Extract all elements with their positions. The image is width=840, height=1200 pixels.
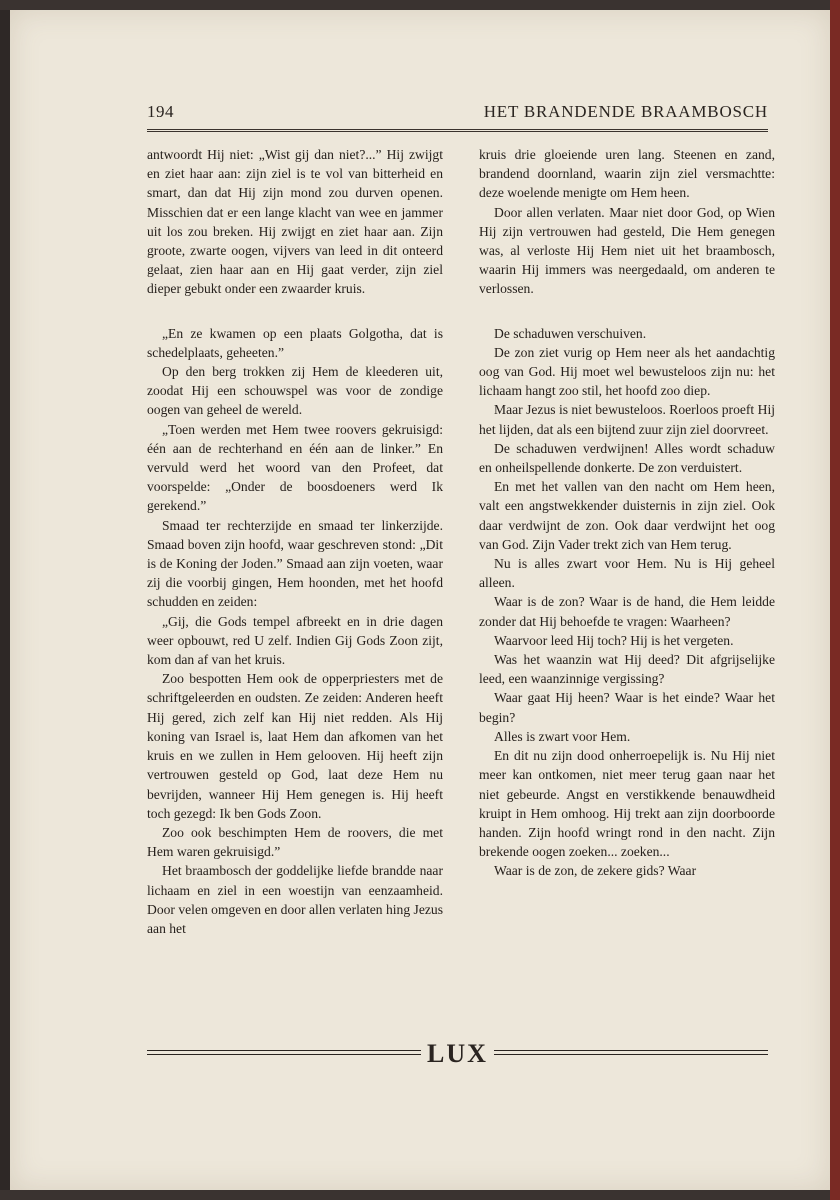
scan-border-bottom bbox=[0, 1190, 840, 1200]
scan-border-top bbox=[0, 0, 840, 10]
paragraph: De schaduwen verdwijnen! Alles wordt schaduw en onheilspellende donkerte. De zon verduistert. bbox=[479, 440, 775, 476]
paragraph: Op den berg trokken zij Hem de kleederen uit, zoodat Hij een schouwspel was voor de zondige oogen van geheel de wereld. bbox=[147, 364, 443, 418]
footer-rule-left bbox=[147, 1050, 421, 1055]
paragraph: Waarvoor leed Hij toch? Hij is het vergeten. bbox=[494, 632, 734, 648]
right-column bbox=[479, 145, 775, 881]
paragraph: Zoo ook beschimpten Hem de roovers, die met Hem waren gekruisigd.” bbox=[147, 824, 443, 860]
paragraph: Smaad ter rechterzijde en smaad ter linkerzijde. Smaad boven zijn hoofd, waar geschreven stond: „Dit is de Koning der Joden.” Smaad aan zijn voeten, waar zij die voorbij gingen, Hem hoonden, met het hoofd schudden en zeiden: bbox=[147, 517, 443, 610]
scan-border-left bbox=[0, 0, 10, 1200]
paragraph: En met het vallen van den nacht om Hem heen, valt een angstwekkender duisternis in zijn ziel. Ook daar verdwijnt de zon. Ook daar verdwijnt het oog van God. Zijn Vader trekt zich van Hem terug. bbox=[479, 479, 775, 552]
paragraph: Waar is de zon, de zekere gids? Waar bbox=[494, 863, 697, 879]
paragraph: En dit nu zijn dood onherroepelijk is. Nu Hij niet meer kan ontkomen, niet meer terug gaan naar het niet gebeurde. Angst en verstikkende benauwdheid kruipt in Hem omhoog. Hij trekt aan zijn doorboorde handen. Zijn hoofd wringt rond in den nacht. Zijn brekende oogen zoeken... zoeken... bbox=[479, 748, 775, 860]
paragraph: Was het waanzin wat Hij deed? Dit afgrijselijke leed, een waanzinnige vergissing? bbox=[479, 652, 775, 687]
paragraph: Waar is de zon? Waar is de hand, die Hem leidde zonder dat Hij behoefde te vragen: Waarheen? bbox=[479, 594, 775, 629]
section-break bbox=[147, 299, 443, 324]
book-edge-right bbox=[830, 0, 840, 1200]
paragraph: De schaduwen verschuiven. bbox=[494, 325, 647, 341]
running-title: HET BRANDENDE BRAAMBOSCH bbox=[483, 102, 768, 121]
paragraph: Het braambosch der goddelijke liefde brandde naar lichaam en ziel in een woestijn van eenzaamheid. Door velen omgeven en door allen verlaten hing Jezus aan het bbox=[147, 863, 443, 936]
section-break bbox=[479, 299, 775, 324]
paragraph: antwoordt Hij niet: „Wist gij dan niet?...” Hij zwijgt en ziet haar aan: zijn ziel is te vol van bitterheid en smart, dan dat Hij zijn mond zou durven openen. Misschien dat er een lange klacht van wee en jammer uit los zou breken. Hij zwijgt en ziet haar aan. Zijn groote, zwarte oogen, vijvers van leed in dit onteerd gelaat, zien haar aan en Hij gaat verder, zijn ziel dieper gebukt onder een zwaarder kruis. bbox=[147, 147, 443, 297]
paragraph: Waar gaat Hij heen? Waar is het einde? Waar het begin? bbox=[479, 690, 775, 725]
header-rule bbox=[147, 129, 768, 130]
footer-ornament bbox=[147, 1040, 768, 1070]
paragraph: Maar Jezus is niet bewusteloos. Roerloos proeft Hij het lijden, dat als een bijtend zuur zijn ziel doorvreet. bbox=[479, 402, 775, 437]
paragraph: kruis drie gloeiende uren lang. Steenen en zand, brandend doornland, waarin zijn ziel versmachtte: deze woelende menigte om Hem heen. bbox=[479, 147, 775, 201]
paragraph: Alles is zwart voor Hem. bbox=[494, 728, 631, 744]
paragraph: De zon ziet vurig op Hem neer als het aandachtig oog van God. Hij moet wel bewusteloos zijn nu: het lichaam hangt zoo stil, het hoofd zoo diep. bbox=[479, 344, 775, 399]
magazine-brand: LUX bbox=[427, 1039, 488, 1068]
paragraph: Door allen verlaten. Maar niet door God, op Wien Hij zijn vertrouwen had gesteld, Die Hem genegen was, al verloste Hij Hem niet uit het braambosch, waarin Hij immers was neergedaald, om anderen te verlossen. bbox=[479, 204, 775, 297]
paragraph: Zoo bespotten Hem ook de opperpriesters met de schriftgeleerden en oudsten. Ze zeiden: Anderen heeft Hij gered, zich zelf kan Hij niet redden. Als Hij koning van Israel is, laat Hem dan afkomen van het kruis en we zullen in Hem gelooven. Hij heeft zijn vertrouwen gesteld op God, laat deze Hem nu bevrijden, wanneer Hij Hem genegen is. Hij heeft toch gezegd: Ik ben Gods Zoon. bbox=[147, 671, 443, 821]
header-rule-secondary bbox=[147, 131, 768, 132]
left-column bbox=[147, 145, 443, 938]
footer-rule-right bbox=[494, 1050, 768, 1055]
running-header bbox=[147, 102, 768, 128]
paragraph: „Toen werden met Hem twee roovers gekruisigd: één aan de rechterhand en één aan de linker.” En vervuld werd het woord van den Profeet, dat voorspelde: „Onder de boosdoeners werd Ik gerekend.” bbox=[147, 421, 443, 514]
page-number: 194 bbox=[147, 102, 174, 121]
paragraph: „En ze kwamen op een plaats Golgotha, dat is schedelplaats, geheeten.” bbox=[147, 325, 443, 360]
paragraph: „Gij, die Gods tempel afbreekt en in drie dagen weer opbouwt, red U zelf. Indien Gij Gods Zoon zijt, kom dan af van het kruis. bbox=[147, 613, 443, 668]
paragraph: Nu is alles zwart voor Hem. Nu is Hij geheel alleen. bbox=[479, 556, 775, 591]
